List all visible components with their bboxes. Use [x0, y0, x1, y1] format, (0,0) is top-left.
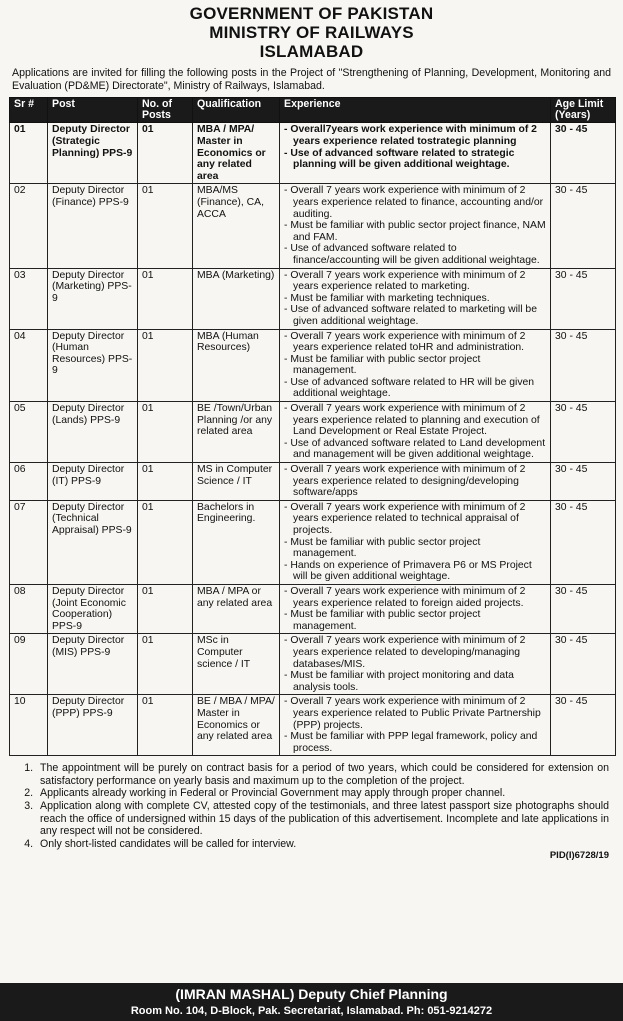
cell-post: Deputy Director (Strategic Planning) PPS-9	[48, 123, 138, 184]
cell-no-of-posts: 01	[138, 329, 193, 402]
footer-bar	[0, 983, 623, 1021]
cell-post: Deputy Director (Marketing) PPS-9	[48, 268, 138, 329]
cell-age-limit: 30 - 45	[551, 634, 616, 695]
cell-sr: 03	[10, 268, 48, 329]
experience-item: - Must be familiar with public sector project management.	[284, 354, 546, 377]
experience-item: - Must be familiar with marketing techniques.	[284, 293, 546, 305]
table-header-row	[10, 98, 616, 123]
cell-post: Deputy Director (IT) PPS-9	[48, 463, 138, 501]
cell-qualification: MS in Computer Science / IT	[193, 463, 280, 501]
cell-no-of-posts: 01	[138, 500, 193, 584]
note-item: 3. Application along with complete CV, attested copy of the testimonials, and three latest passport size photographs should reach the office of undersigned within 15 days of the publication of this advertisement. Incomplete and late applications in any respect will not be considered.	[36, 800, 609, 838]
cell-qualification: MBA (Marketing)	[193, 268, 280, 329]
note-item: 1. The appointment will be purely on contract basis for a period of two years, which could be considered for extension on satisfactory performance on yearly basis and maximum up to the completion of the project.	[36, 762, 609, 787]
cell-no-of-posts: 01	[138, 402, 193, 463]
cell-no-of-posts: 01	[138, 584, 193, 633]
table-row	[10, 268, 616, 329]
cell-experience	[280, 123, 551, 184]
note-item: 4. Only short-listed candidates will be called for interview.	[36, 838, 609, 851]
experience-item: - Overall 7 years work experience with minimum of 2 years experience related toHR and administration.	[284, 331, 546, 354]
experience-item: - Use of advanced software related to HR will be given additional weightage.	[284, 377, 546, 400]
experience-item: - Hands on experience of Primavera P6 or MS Project will be given additional weightage.	[284, 560, 546, 583]
table-row	[10, 402, 616, 463]
signatory-name: (IMRAN MASHAL) Deputy Chief Planning	[175, 986, 448, 1002]
cell-no-of-posts: 01	[138, 634, 193, 695]
table-row	[10, 463, 616, 501]
notes-section	[12, 762, 609, 850]
table-row	[10, 184, 616, 268]
experience-item: - Overall 7 years work experience with minimum of 2 years experience related to developing/managing databases/MIS.	[284, 635, 546, 670]
cell-qualification: MSc in Computer science / IT	[193, 634, 280, 695]
cell-no-of-posts: 01	[138, 695, 193, 756]
cell-sr: 05	[10, 402, 48, 463]
cell-experience	[280, 184, 551, 268]
table-row	[10, 329, 616, 402]
publication-reference: PID(I)6728/19	[549, 850, 609, 862]
table-row	[10, 584, 616, 633]
cell-post: Deputy Director (MIS) PPS-9	[48, 634, 138, 695]
cell-sr: 06	[10, 463, 48, 501]
experience-item: - Overall 7 years work experience with minimum of 2 years experience related to planning and execution of Land Development or Real Estate Project.	[284, 403, 546, 438]
cell-post: Deputy Director (PPP) PPS-9	[48, 695, 138, 756]
header-experience: Experience	[280, 98, 551, 123]
cell-qualification: MBA / MPA or any related area	[193, 584, 280, 633]
cell-post: Deputy Director (Finance) PPS-9	[48, 184, 138, 268]
cell-post: Deputy Director (Lands) PPS-9	[48, 402, 138, 463]
experience-item: - Must be familiar with public sector project management.	[284, 609, 546, 632]
header-age-limit: Age Limit (Years)	[551, 98, 616, 123]
header-sr: Sr #	[10, 98, 48, 123]
experience-item: - Overall 7 years work experience with minimum of 2 years experience related to Public Private Partnership (PPP) projects.	[284, 696, 546, 731]
table-row	[10, 634, 616, 695]
cell-experience	[280, 463, 551, 501]
header-no-of-posts: No. of Posts	[138, 98, 193, 123]
cell-sr: 01	[10, 123, 48, 184]
cell-sr: 04	[10, 329, 48, 402]
cell-post: Deputy Director (Joint Economic Cooperation) PPS-9	[48, 584, 138, 633]
cell-experience	[280, 268, 551, 329]
cell-qualification: BE / MBA / MPA/ Master in Economics or any related area	[193, 695, 280, 756]
header-post: Post	[48, 98, 138, 123]
cell-experience	[280, 500, 551, 584]
cell-qualification: MBA / MPA/ Master in Economics or any related area	[193, 123, 280, 184]
ad-header	[0, 0, 623, 61]
experience-item: - Use of advanced software related to strategic planning will be given additional weightage.	[284, 148, 546, 171]
cell-age-limit: 30 - 45	[551, 695, 616, 756]
cell-age-limit: 30 - 45	[551, 123, 616, 184]
cell-age-limit: 30 - 45	[551, 463, 616, 501]
header-qualification: Qualification	[193, 98, 280, 123]
experience-item: - Use of advanced software related to Land development and management will be given additional weightage.	[284, 438, 546, 461]
cell-post: Deputy Director (Human Resources) PPS-9	[48, 329, 138, 402]
experience-item: - Must be familiar with PPP legal framework, policy and process.	[284, 731, 546, 754]
cell-experience	[280, 329, 551, 402]
cell-age-limit: 30 - 45	[551, 500, 616, 584]
posts-table	[9, 97, 616, 756]
cell-experience	[280, 584, 551, 633]
experience-item: - Must be familiar with public sector project finance, NAM and FAM.	[284, 220, 546, 243]
note-item: 2. Applicants already working in Federal or Provincial Government may apply through proper channel.	[36, 787, 609, 800]
cell-no-of-posts: 01	[138, 184, 193, 268]
cell-experience	[280, 402, 551, 463]
cell-experience	[280, 634, 551, 695]
cell-no-of-posts: 01	[138, 463, 193, 501]
cell-no-of-posts: 01	[138, 268, 193, 329]
experience-item: - Overall 7 years work experience with minimum of 2 years experience related to marketing.	[284, 270, 546, 293]
cell-sr: 02	[10, 184, 48, 268]
cell-experience	[280, 695, 551, 756]
cell-age-limit: 30 - 45	[551, 268, 616, 329]
header-ministry: MINISTRY OF RAILWAYS	[209, 23, 414, 42]
cell-age-limit: 30 - 45	[551, 402, 616, 463]
cell-qualification: MBA (Human Resources)	[193, 329, 280, 402]
experience-item: - Overall 7 years work experience with minimum of 2 years experience related to foreign aided projects.	[284, 586, 546, 609]
cell-qualification: BE /Town/Urban Planning /or any related area	[193, 402, 280, 463]
cell-age-limit: 30 - 45	[551, 584, 616, 633]
experience-item: - Must be familiar with project monitoring and data analysis tools.	[284, 670, 546, 693]
cell-qualification: Bachelors in Engineering.	[193, 500, 280, 584]
experience-item: - Overall 7 years work experience with minimum of 2 years experience related to finance, accounting and/or auditing.	[284, 185, 546, 220]
table-row	[10, 123, 616, 184]
header-government: GOVERNMENT OF PAKISTAN	[189, 4, 434, 23]
experience-item: - Overall7years work experience with minimum of 2 years experience related tostrategic planning	[284, 124, 546, 147]
header-city: ISLAMABAD	[259, 42, 364, 61]
cell-sr: 10	[10, 695, 48, 756]
intro-paragraph: Applications are invited for filling the following posts in the Project of "Strengthening of Planning, Development, Monitoring and Evaluation (PD&ME) Directorate", Ministry of Railways, Islamabad.	[12, 67, 611, 92]
cell-sr: 09	[10, 634, 48, 695]
experience-item: - Use of advanced software related to marketing will be given additional weightage.	[284, 304, 546, 327]
cell-no-of-posts: 01	[138, 123, 193, 184]
cell-qualification: MBA/MS (Finance), CA, ACCA	[193, 184, 280, 268]
experience-item: - Overall 7 years work experience with minimum of 2 years experience related to designing/developing software/apps	[284, 464, 546, 499]
cell-post: Deputy Director (Technical Appraisal) PPS-9	[48, 500, 138, 584]
cell-age-limit: 30 - 45	[551, 184, 616, 268]
table-row	[10, 695, 616, 756]
experience-item: - Use of advanced software related to finance/accounting will be given additional weightage.	[284, 243, 546, 266]
experience-item: - Overall 7 years work experience with minimum of 2 years experience related to technical appraisal of projects.	[284, 502, 546, 537]
cell-sr: 07	[10, 500, 48, 584]
cell-age-limit: 30 - 45	[551, 329, 616, 402]
experience-item: - Must be familiar with public sector project management.	[284, 537, 546, 560]
office-address: Room No. 104, D-Block, Pak. Secretariat, Islamabad. Ph: 051-9214272	[130, 1005, 493, 1017]
table-row	[10, 500, 616, 584]
cell-sr: 08	[10, 584, 48, 633]
